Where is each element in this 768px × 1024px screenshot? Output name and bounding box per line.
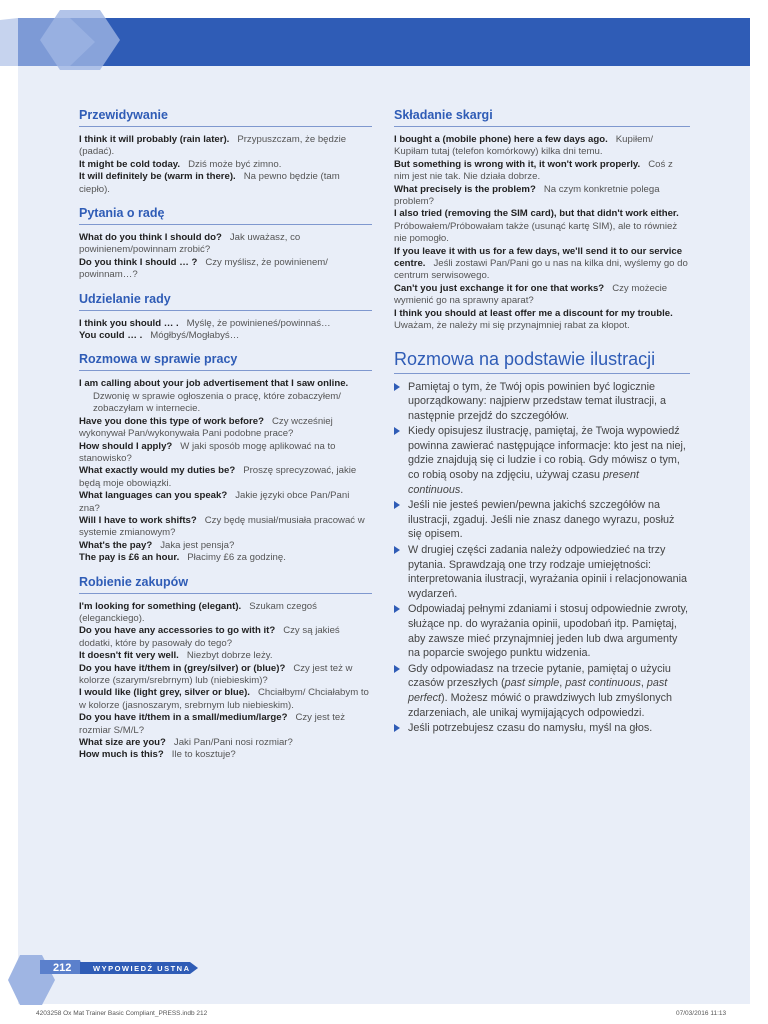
section-prediction — [79, 108, 372, 196]
phrase: If you leave it with us for a few days, we'll send it to our service centre. Jeśli zostawi Pan/Pani go u nas na kilka dni, wyślemy go do centrum serwisowego. — [394, 245, 688, 282]
phrase: You could … . Mógłbyś/Mogłabyś… — [79, 330, 240, 342]
arrow-bullet-icon — [394, 383, 400, 391]
phrase: I'm looking for something (elegant). Szukam czegoś (eleganckiego). — [79, 600, 317, 624]
tip-bullet: Odpowiadaj pełnymi zdaniami i stosuj odpowiednie zwroty, służące np. do wyrażania opinii, upodobań itp. Pamiętaj, aby zawsze mieć przynajmniej jeden lub dwa argumenty na poparcie swojego punktu widzenia. — [394, 602, 690, 660]
phrase: The pay is £6 an hour. Płacimy £6 za godzinę. — [79, 552, 286, 564]
phrase: What size are you? Jaki Pan/Pani nosi rozmiar? — [79, 737, 293, 749]
phrase: Do you have any accessories to go with it? Czy są jakieś dodatki, które by pasowały do tego? — [79, 625, 340, 649]
phrase: What precisely is the problem? Na czym konkretnie polega problem? — [394, 183, 660, 208]
phrase: Do you have it/them in (grey/silver) or (blue)? Czy jest też w kolorze (szarym/srebrnym) lub (niebieskim)? — [79, 662, 353, 686]
left-column — [79, 108, 372, 772]
page-number: 212 — [53, 962, 72, 974]
phrase: What languages can you speak? Jakie języki obce Pan/Pani zna? — [79, 490, 350, 514]
tip-bullet: Jeśli nie jesteś pewien/pewna jakichś szczegółów na ilustracji, zgaduj. Jeśli nie znasz danego wyrazu, posłuż się opisem. — [394, 498, 690, 542]
arrow-bullet-icon — [394, 605, 400, 613]
section-job-interview — [79, 352, 372, 564]
arrow-bullet-icon — [394, 546, 400, 554]
section-title: Pytania o radę — [79, 206, 372, 225]
section-giving-advice — [79, 292, 372, 343]
phrase: But something is wrong with it, it won't work properly. Coś z nim jest nie tak. Nie działa dobrze. — [394, 158, 673, 183]
tip-bullet: Pamiętaj o tym, że Twój opis powinien być logicznie uporządkowany: najpierw przedstaw temat ilustracji, a następnie przejdź do szczegółów. — [394, 380, 690, 424]
tip-bullet: W drugiej części zadania należy odpowiedzieć na trzy pytania. Sprawdzają one trzy rodzaje umiejętności: interpretowania ilustracji, wyrażania opinii i relacjonowania wydarzeń. — [394, 543, 690, 601]
phrase: Do you think I should … ? Czy myślisz, że powinienem/ powinnam…? — [79, 256, 328, 281]
section-label: WYPOWIEDŹ USTNA — [93, 964, 191, 973]
phrase: It doesn't fit very well. Niezbyt dobrze leży. — [79, 650, 273, 662]
phrase: How much is this? Ile to kosztuje? — [79, 749, 236, 761]
phrase: Do you have it/them in a small/medium/large? Czy jest też rozmiar S/M/L? — [79, 712, 346, 736]
phrase: What do you think I should do? Jak uważasz, co powinienem/powinnam zrobić? — [79, 232, 301, 256]
print-date: 07/03/2016 11:13 — [676, 1010, 727, 1017]
tip-bullet: Kiedy opisujesz ilustrację, pamiętaj, że Twoja wypowiedź powinna zawierać następujące informacje: kto jest na niej, gdzie znajdują się ci ludzie i co robią. Gdy mówisz o tym, co robią osoby na zdjęciu, używaj czasu present continuous. — [394, 424, 690, 497]
arrow-bullet-icon — [394, 724, 400, 732]
section-title: Robienie zakupów — [79, 575, 372, 594]
phrase: What's the pay? Jaka jest pensja? — [79, 539, 235, 551]
phrase: What exactly would my duties be? Proszę sprecyzować, jakie będą moje obowiązki. — [79, 465, 357, 489]
phrase: I bought a (mobile phone) here a few days ago. Kupiłem/ Kupiłam tutaj (telefon komórkowy) kilka dni temu. — [394, 134, 654, 158]
phrase: I think you should at least offer me a discount for my trouble. Uważam, że należy mi się przynajmniej rabat za kłopot. — [394, 307, 673, 332]
section-title: Przewidywanie — [79, 108, 372, 127]
section-asking-advice — [79, 206, 372, 282]
header-hexagon-decoration — [0, 0, 160, 90]
phrase: It might be cold today. Dziś może być zimno. — [79, 158, 282, 170]
section-illustration — [394, 349, 690, 736]
phrase: I am calling about your job advertisement that I saw online. Dzwonię w sprawie ogłoszenia o pracę, które zobaczyłem/ zobaczyłam w internecie. — [79, 378, 349, 415]
phrase: I think it will probably (rain later). Przypuszczam, że będzie (padać). — [79, 134, 347, 158]
phrase: I think you should … . Myślę, że powinieneś/powinnaś… — [79, 317, 331, 329]
phrase: How should I apply? W jaki sposób mogę aplikować na to stanowisko? — [79, 440, 336, 464]
right-column — [394, 108, 690, 737]
phrase: I also tried (removing the SIM card), but that didn't work either. Próbowałem/Próbowałam także (usunąć kartę SIM), ale to również nie pomogło. — [394, 208, 679, 245]
tip-bullet: Gdy odpowiadasz na trzecie pytanie, pamiętaj o użyciu czasów przeszłych (past simple, past continuous, past perfect). Możesz mówić o prawdziwych lub zmyślonych zdarzeniach, ale unikaj wymijających odpowiedzi. — [394, 662, 690, 720]
arrow-bullet-icon — [394, 665, 400, 673]
tip-bullet: Jeśli potrzebujesz czasu do namysłu, myśl na głos. — [394, 721, 690, 736]
section-title: Udzielanie rady — [79, 292, 372, 311]
arrow-bullet-icon — [394, 427, 400, 435]
section-title: Rozmowa w sprawie pracy — [79, 352, 372, 371]
print-file-info: 4203258 Ox Mat Trainer Basic Compliant_PRESS.indb 212 — [36, 1010, 208, 1017]
phrase: It will definitely be (warm in there). Na pewno będzie (tam ciepło). — [79, 171, 340, 195]
section-shopping — [79, 575, 372, 762]
footer-hexagon-decoration — [0, 950, 200, 1010]
section-heading: Rozmowa na podstawie ilustracji — [394, 349, 690, 374]
phrase: Will I have to work shifts? Czy będę musiał/musiała pracować w systemie zmianowym? — [79, 514, 365, 539]
section-complaint — [394, 108, 690, 333]
arrow-bullet-icon — [394, 501, 400, 509]
phrase: Have you done this type of work before? Czy wcześniej wykonywał Pan/wykonywała Pani podobne prace? — [79, 415, 333, 440]
section-title: Składanie skargi — [394, 108, 690, 127]
phrase: Can't you just exchange it for one that works? Czy możecie wymienić go na sprawny aparat? — [394, 282, 668, 307]
phrase: I would like (light grey, silver or blue). Chciałbym/ Chciałabym to w kolorze (jasnoszarym, srebrnym lub niebieskim). — [79, 687, 369, 711]
